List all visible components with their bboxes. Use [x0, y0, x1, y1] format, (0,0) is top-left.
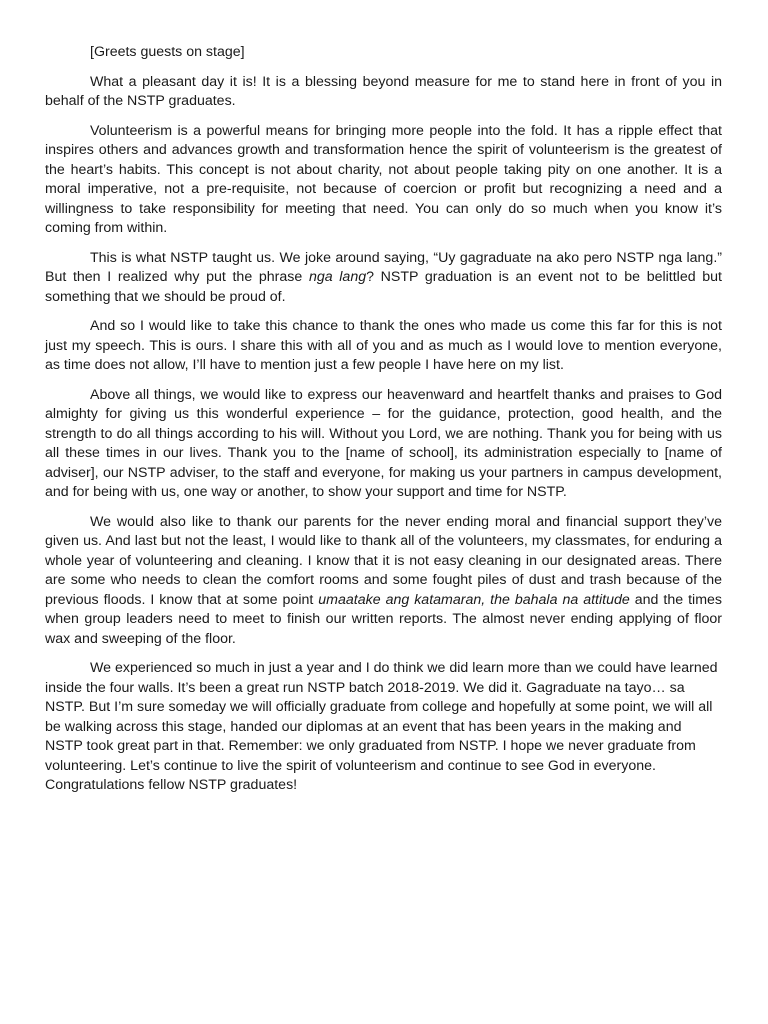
speech-body [45, 43, 722, 806]
stage-direction: [Greets guests on stage] [90, 44, 245, 60]
paragraph-opening: What a pleasant day it is! It is a blessing beyond measure for me to stand here in front of you in behalf of the NSTP graduates. [45, 73, 722, 109]
paragraph-nstp-taught-part-2: ? NSTP graduation is an event not to be belittled but something that we should be proud of. [45, 269, 723, 305]
paragraph-nstp-taught-emphasis: nga lang [308, 269, 367, 285]
paragraph-nstp-taught-part-1: This is what NSTP taught us. We joke around saying, “Uy gagraduate na ako pero NSTP nga lang.” But then I realized why put the phrase [45, 249, 722, 285]
paragraph-thanks-god: Above all things, we would like to express our heavenward and heartfelt thanks and praises to God almighty for giving us this wonderful experience – for the guidance, protection, good health, and the strength to do all things according to his will. Without you Lord, we are nothing. Thank you for being with us all these times in our lives. Thank you to the [name of school], its administration especially to [name of adviser], our NSTP adviser, to the staff and everyone, for making us your partners in campus development, and for being with us, one way or another, to show your support and time for NSTP. [45, 386, 722, 500]
paragraph-volunteerism: Volunteerism is a powerful means for bringing more people into the fold. It has a ripple effect that inspires others and advances growth and transformation hence the spirit of volunteerism is the greatest of the heart’s habits. This concept is not about charity, not about people taking pity on one another. It is a moral imperative, not a pre-requisite, not because of coercion or profit but recognizing a need and a willingness to take responsibility for meeting that need. You can only do so much when you know it’s coming from within. [45, 122, 722, 236]
paragraph-thanks-parents-emphasis: umaatake ang katamaran, the bahala na attitude [318, 591, 630, 608]
paragraph-closing: We experienced so much in just a year and I do think we did learn more than we could have learned inside the four walls. It’s been a great run NSTP batch 2018-2019. We did it. Gagraduate na tayo… sa NSTP. But I’m sure someday we will officially graduate from college and hopefully at some point, we will all be walking across this stage, handed our diplomas at an event that has been years in the making and NSTP took great part in that. Remember: we only graduated from NSTP. I hope we never graduate from volunteering. Let’s continue to live the spirit of volunteerism and continue to see God in everyone. Congratulations fellow NSTP graduates! [45, 660, 718, 793]
paragraph-thanks-parents [45, 513, 722, 650]
paragraph-thanks-parents-part-2: and the times when group leaders need to meet to finish our written reports. The almost never ending applying of floor wax and sweeping of the floor. [45, 591, 722, 647]
paragraph-thanks-parents-part-1: We would also like to thank our parents for the never ending moral and financial support they’ve given us. And last but not the least, I would like to thank all of the volunteers, my classmates, for enduring a whole year of volunteering and cleaning. I know that it is not easy cleaning in our designated areas. There are some who needs to clean the comfort rooms and some fought piles of dust and trash because of the previous floods. I know that at some point [45, 513, 722, 608]
paragraph-nstp-taught [45, 249, 722, 308]
paragraph-thanks-intro: And so I would like to take this chance to thank the ones who made us come this far for this is not just my speech. This is ours. I share this with all of you and as much as I would love to mention everyone, as time does not allow, I’ll have to mention just a few people I have here on my list. [45, 318, 722, 373]
